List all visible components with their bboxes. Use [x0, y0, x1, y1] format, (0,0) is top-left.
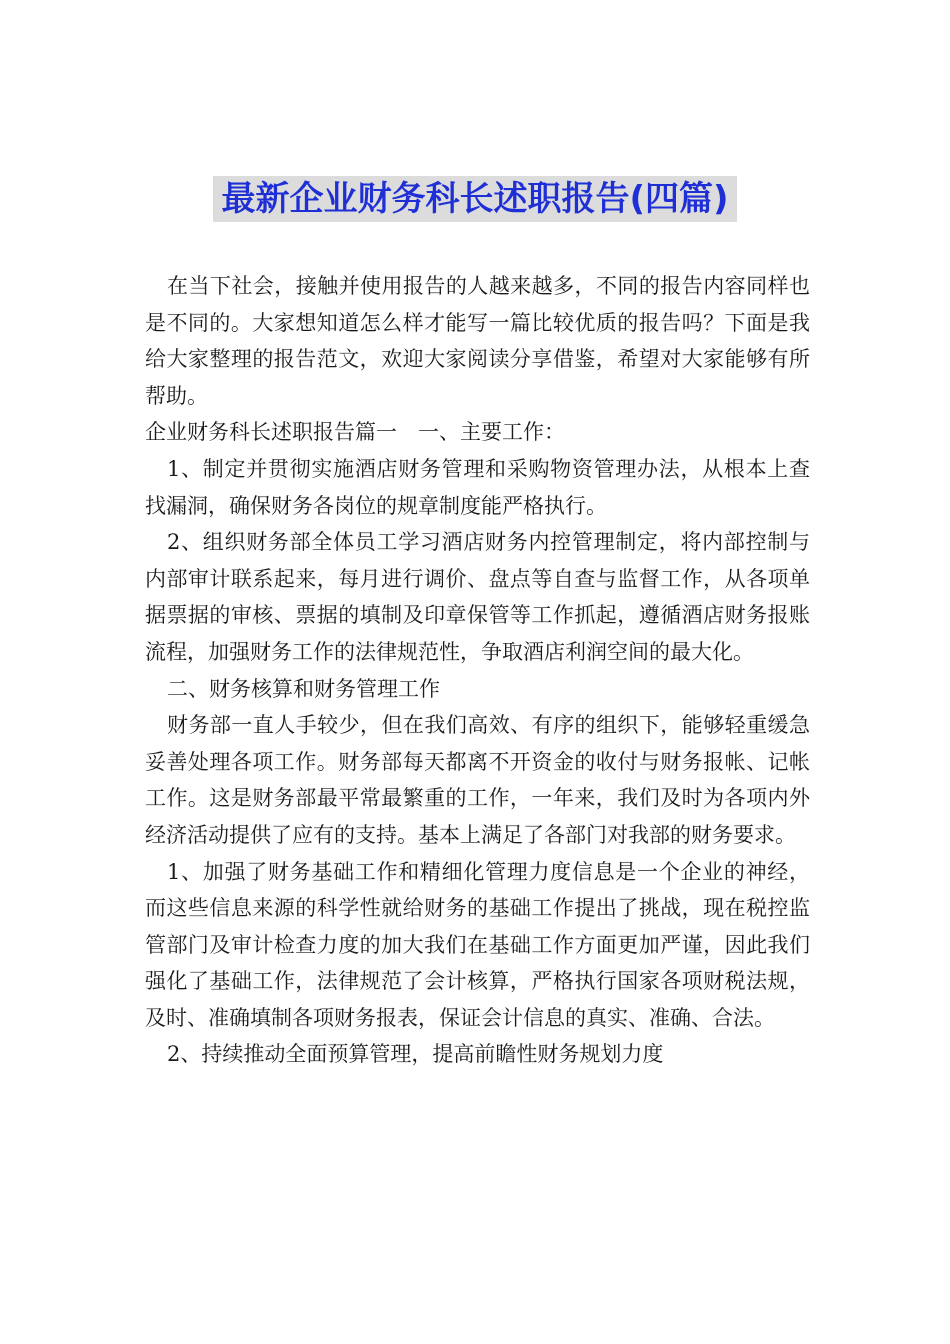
paragraph: 企业财务科长述职报告篇一 一、主要工作：	[145, 420, 565, 445]
paragraph: 二、财务核算和财务管理工作	[167, 676, 440, 701]
document-title: 最新企业财务科长述职报告(四篇)	[213, 176, 736, 222]
paragraph: 财务部一直人手较少，但在我们高效、有序的组织下，能够轻重缓急妥善处理各项工作。财务部每天都离不开资金的收付与财务报帐、记帐工作。这是财务部最平常最繁重的工作，一年来，我们及时为各项内外经济活动提供了应有的支持。基本上满足了各部门对我部的财务要求。	[145, 713, 810, 847]
paragraph: 在当下社会，接触并使用报告的人越来越多，不同的报告内容同样也是不同的。大家想知道怎么样才能写一篇比较优质的报告吗？下面是我给大家整理的报告范文，欢迎大家阅读分享借鉴，希望对大家能够有所帮助。	[145, 274, 810, 408]
paragraph: 2、持续推动全面预算管理，提高前瞻性财务规划力度	[167, 1042, 664, 1067]
paragraph: 1、加强了财务基础工作和精细化管理力度信息是一个企业的神经，而这些信息来源的科学性就给财务的基础工作提出了挑战，现在税控监管部门及审计检查力度的加大我们在基础工作方面更加严谨，因此我们强化了基础工作，法律规范了会计核算，严格执行国家各项财税法规，及时、准确填制各项财务报表，保证会计信息的真实、准确、合法。	[145, 859, 810, 1030]
paragraph: 2、组织财务部全体员工学习酒店财务内控管理制定，将内部控制与内部审计联系起来，每月进行调价、盘点等自查与监督工作，从各项单据票据的审核、票据的填制及印章保管等工作抓起，遵循酒店财务报账流程，加强财务工作的法律规范性，争取酒店利润空间的最大化。	[145, 530, 810, 664]
paragraph: 1、制定并贯彻实施酒店财务管理和采购物资管理办法，从根本上查找漏洞，确保财务各岗位的规章制度能严格执行。	[145, 456, 810, 518]
document-body	[145, 268, 810, 1073]
title-container	[0, 176, 950, 222]
